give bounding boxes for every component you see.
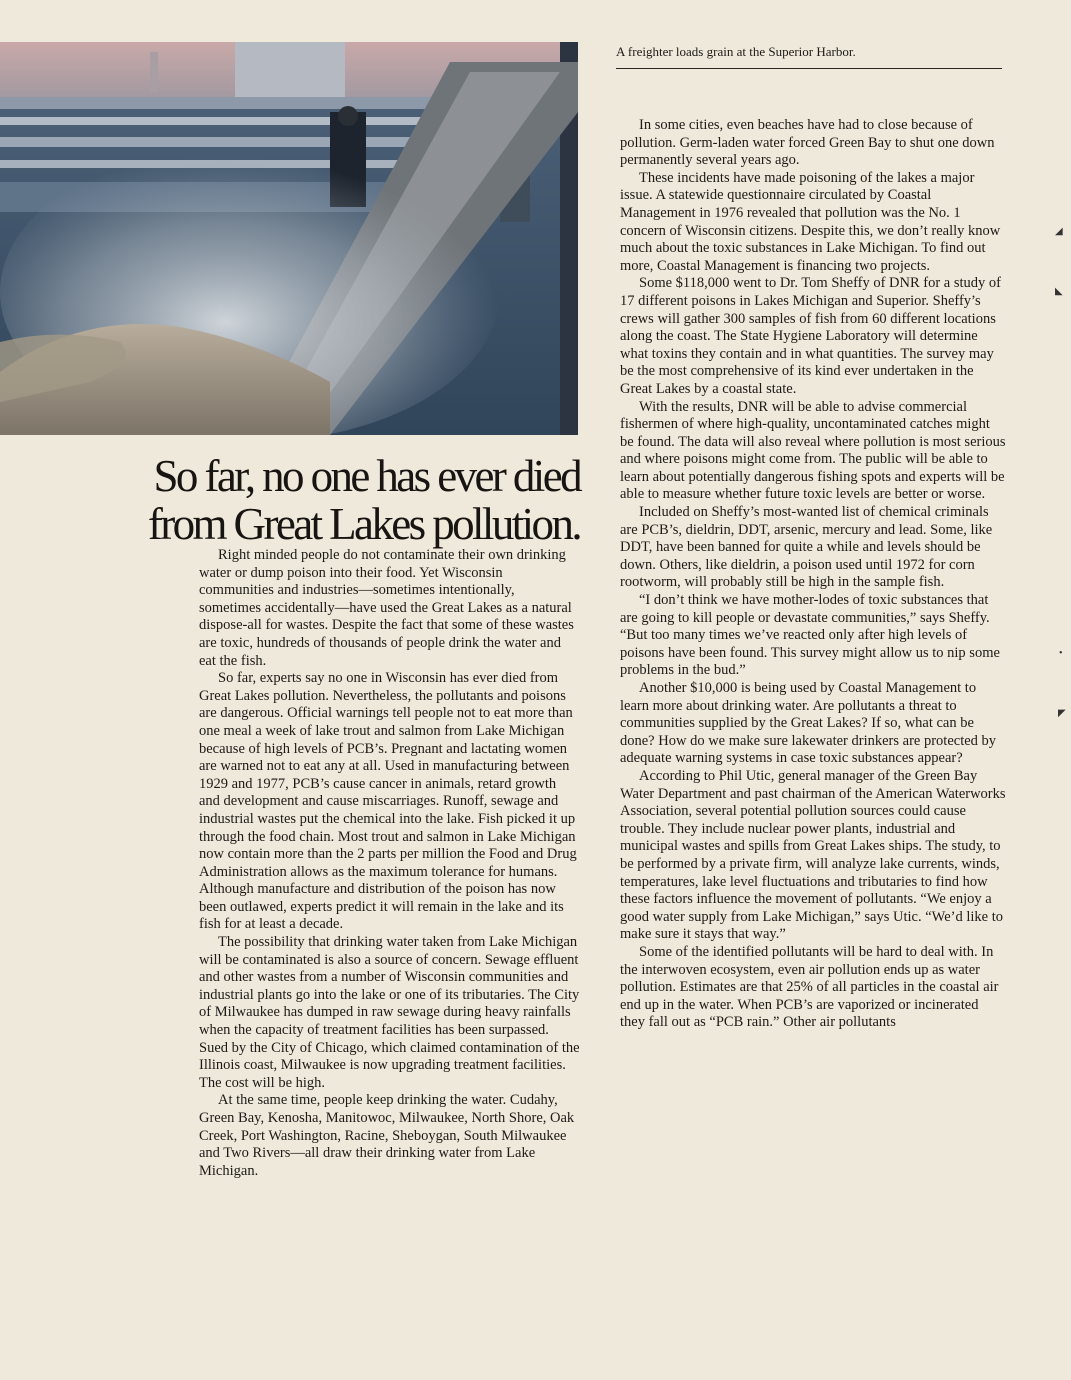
paragraph: With the results, DNR will be able to advise commercial fishermen of where high-quality, uncontaminated catches might be found. The data will also reveal where pollution is most serious and where poisons might come from. The public will be able to learn about potentially dangerous fishing spots and experts will be able to measure whether future toxic levels are better or worse.: [620, 398, 1006, 503]
paragraph: The possibility that drinking water taken from Lake Michigan will be contaminated is also a source of concern. Sewage effluent and other wastes from a number of Wisconsin communities and industrial plants go into the lake or one of its tributaries. The City of Milwaukee has dumped in raw sewage during heavy rainfalls when the capacity of treatment facilities has been surpassed. Sued by the City of Chicago, which claimed contamination of the Illinois coast, Milwaukee is now upgrading treatment facilities. The cost will be high.: [199, 934, 580, 1091]
paragraph: Some of the identified pollutants will be hard to deal with. In the interwoven ecosystem, even air pollution ends up as water pollution. Estimates are that 25% of all particles in the coastal air end up in the water. When PCB’s are vaporized or incinerated they fall out as “PCB rain.” Other air pollutants: [620, 943, 999, 1031]
paragraph: Some $118,000 went to Dr. Tom Sheffy of DNR for a study of 17 different poisons in Lakes Michigan and Superior. Sheffy’s crews will gather 300 samples of fish from 60 different locations along the coast. The State Hygiene Laboratory will determine what toxins they contain and in what quantities. The survey may be the most comprehensive of its kind ever undertaken in the Great Lakes by a coastal state.: [620, 275, 1001, 397]
headline-line-1: So far, no one has ever died: [153, 451, 580, 501]
margin-speck: ◣: [1055, 286, 1063, 297]
margin-speck: ◢: [1055, 226, 1063, 237]
paragraph: Right minded people do not contaminate their own drinking water or dump poison into their food. Yet Wisconsin communities and industries—sometimes intentionally, sometimes accidentally—have used the Great Lakes as a natural dispose-all for wastes. Despite the fact that some of these wastes are toxic, hundreds of thousands of people drink the water and eat the fish.: [199, 547, 574, 669]
margin-speck: •: [1059, 648, 1063, 659]
headline-line-2: from Great Lakes pollution.: [147, 499, 580, 549]
article-headline: [100, 452, 580, 548]
paragraph: In some cities, even beaches have had to close because of pollution. Germ-laden water forced Green Bay to shut one down permanently several years ago.: [620, 117, 995, 169]
paragraph: So far, experts say no one in Wisconsin has ever died from Great Lakes pollution. Nevertheless, the pollutants and poisons are dangerous. Official warnings tell people not to eat more than one meal a week of lake trout and salmon from Lake Michigan because of high levels of PCB’s. Pregnant and lactating women are warned not to eat any at all. Used in manufacturing between 1929 and 1977, PCB’s cause cancer in animals, retard growth and development and cause miscarriages. Runoff, sewage and industrial wastes put the chemical into the lake. Fish picked it up through the food chain. Most trout and salmon in Lake Michigan now contain more than the 2 parts per million the Food and Drug Administration allows as the maximum tolerance for humans. Although manufacture and distribution of the poison has now been outlawed, experts predict it will remain in the lake and its fish for at least a decade.: [199, 670, 577, 933]
grain-loading-illustration: [0, 42, 578, 435]
photo-caption: A freighter loads grain at the Superior Harbor.: [616, 44, 1002, 69]
paragraph: According to Phil Utic, general manager of the Green Bay Water Department and past chairman of the American Waterworks Association, several potential pollution sources could cause trouble. They include nuclear power plants, industrial and municipal wastes and spills from Great Lakes ships. The study, to be performed by a private firm, will analyze lake currents, winds, temperatures, lake level fluctuations and tributaries to find how these factors influence the movement of pollutants. “We enjoy a good water supply from Lake Michigan,” says Utic. “We’d like to make sure it stays that way.”: [620, 767, 1006, 943]
margin-speck: ◤: [1058, 708, 1066, 719]
freighter-grain-photo: [0, 42, 578, 435]
paragraph: “I don’t think we have mother-lodes of toxic substances that are going to kill people or devastate communities,” says Sheffy. “But too many times we’ve reacted only after high levels of poisons have been found. This survey might allow us to nip some problems in the bud.”: [620, 592, 1000, 679]
left-text-column: [199, 547, 580, 1180]
paragraph: Another $10,000 is being used by Coastal Management to learn more about drinking water. Are pollutants a threat to communities supplied by the Great Lakes? If so, what can be done? How do we make sure lakewater drinkers are protected by adequate warning systems in case toxic substances appear?: [620, 680, 997, 767]
paragraph: These incidents have made poisoning of the lakes a major issue. A statewide questionnaire circulated by Coastal Management in 1976 revealed that pollution was the No. 1 concern of Wisconsin citizens. Despite this, we don’t really know much about the toxic substances in Lake Michigan. To find out more, Coastal Management is financing two projects.: [620, 169, 1001, 274]
paragraph: Included on Sheffy’s most-wanted list of chemical criminals are PCB’s, dieldrin, DDT, arsenic, mercury and lead. Some, like DDT, have been banned for quite a while and levels should be down. Others, like dieldrin, a poison used until 1972 for corn rootworm, will probably still be high in the sample fish.: [620, 504, 993, 591]
paragraph: At the same time, people keep drinking the water. Cudahy, Green Bay, Kenosha, Manitowoc, Milwaukee, North Shore, Oak Creek, Port Washington, Racine, Sheboygan, South Milwaukee and Two Rivers—all draw their drinking water from Lake Michigan.: [199, 1092, 575, 1179]
right-text-column: [620, 117, 1006, 1032]
